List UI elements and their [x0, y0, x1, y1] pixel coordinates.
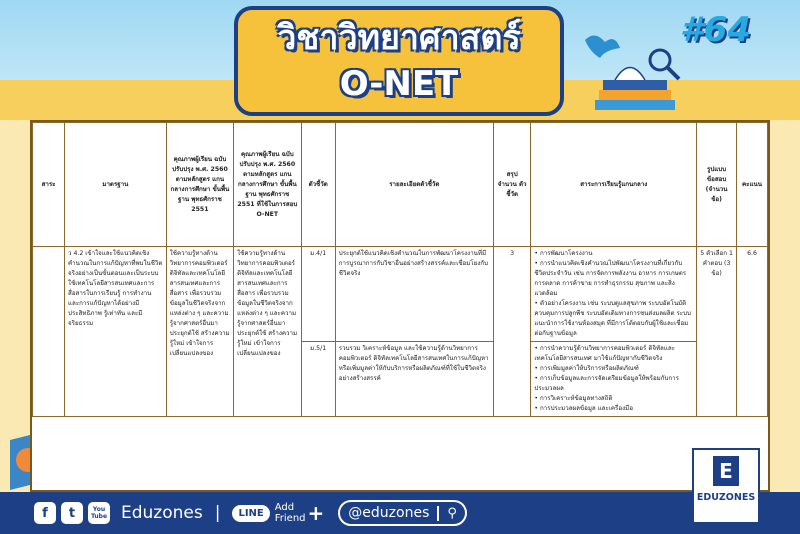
title-banner [234, 6, 564, 116]
header-cell: ตัวชี้วัด [301, 123, 335, 247]
quality-onet-cell: ใช้ความรู้ทางด้านวิทยาการคอมพิวเตอร์ ดิจิทัลและเทคโนโลยีสารสนเทศและการสื่อสาร เพื่อรวบรวมข้อมูลในชีวิตจริงจากแหล่งต่าง ๆ และความรู้จากศาสตร์อื่นมาประยุกต์ใช้ สร้างความรู้ใหม่ เข้าใจการเปลี่ยนแปลงของ [234, 247, 301, 417]
title-subject: วิชาวิทยาศาสตร์ [277, 18, 521, 58]
header-cell: คุณภาพผู้เรียน ฉบับปรับปรุง พ.ศ. 2560 ตามหลักสูตร แกนกลางการศึกษา ขั้นพื้นฐาน พุทธศักราช 2551 [166, 123, 233, 247]
social-footer [0, 492, 800, 534]
eduzones-logo [692, 448, 760, 524]
standard-cell: ว 4.2 เข้าใจและใช้แนวคิดเชิงคำนวณในการแก้ปัญหาที่พบในชีวิตจริงอย่างเป็นขั้นตอนและเป็นระบบ ใช้เทคโนโลยีสารสนเทศและการสื่อสารในการเรียนรู้ การทำงาน และการแก้ปัญหาได้อย่างมีประสิทธิภาพ รู้เท่าทัน และมีจริยธรรม [65, 247, 167, 417]
exam-format-cell: 5 ตัวเลือก 1 คำตอบ (3 ข้อ) [697, 247, 737, 417]
youtube-icon[interactable]: You Tube [88, 502, 110, 524]
core-content-list [534, 344, 693, 414]
logo-name: EDUZONES [696, 492, 756, 503]
logo-mark: E [713, 456, 739, 486]
indicator-detail-cell: ประยุกต์ใช้แนวคิดเชิงคำนวณในการพัฒนาโครงงานที่มีการบูรณาการกับวิชาอื่นอย่างสร้างสรรค์และเชื่อมโยงกับชีวิตจริง [335, 247, 493, 342]
header-cell: รายละเอียดตัวชี้วัด [335, 123, 493, 247]
indicator-cell: ม.4/1 [301, 247, 335, 342]
footer-separator: | [214, 503, 221, 523]
brand-name: Eduzones [121, 503, 203, 523]
list-item: • การวิเคราะห์ข้อมูลทางสถิติ [534, 394, 693, 404]
line-handle: @eduzones [348, 505, 430, 521]
facebook-icon[interactable]: f [34, 502, 56, 524]
books-illustration-icon [575, 30, 695, 120]
twitter-icon[interactable]: t [61, 502, 83, 524]
header-cell: คะแนน [736, 123, 767, 247]
list-item: • ตัวอย่างโครงงาน เช่น ระบบดูแลสุขภาพ ระบบอัตโนมัติควบคุมการปลูกพืช ระบบอัตเดิมทางการชนส่งมลผลิต ระบบแนะนำการใช้งานห้องสมุด ที่มีการโต้ตอบกับผู้ใช้และเชื่อมต่อกับฐานข้อมูล [534, 299, 693, 339]
header-cell: สรุป จำนวน ตัวชี้วัด [493, 123, 531, 247]
score-cell: 6.6 [736, 247, 767, 417]
list-item: • การนำความรู้ด้านวิทยาการคอมพิวเตอร์ ดิจิทัลและเทคโนโลยีสารสนเทศ มาใช้แก้ปัญหากับชีวิตจริง [534, 344, 693, 364]
table-header-row [33, 123, 768, 247]
indicator-count-cell: 3 [493, 247, 531, 417]
header-cell: สาระการเรียนรู้แกนกลาง [531, 123, 697, 247]
quality-cell: ใช้ความรู้ทางด้านวิทยาการคอมพิวเตอร์ ดิจิทัลและเทคโนโลยีสารสนเทศและการสื่อสาร เพื่อรวบรวมข้อมูลในชีวิตจริงจากแหล่งต่าง ๆ และความรู้จากศาสตร์อื่นมาประยุกต์ใช้ สร้างความรู้ใหม่ เข้าใจการเปลี่ยนแปลงของ [166, 247, 233, 417]
indicator-cell: ม.5/1 [301, 342, 335, 417]
indicator-detail-cell: รวบรวม วิเคราะห์ข้อมูล และใช้ความรู้ด้านวิทยาการคอมพิวเตอร์ ดิจิทัลเทคโนโลยีสารสนเทศในการแก้ปัญหาหรือเพิ่มมูลค่าให้กับบริการหรือผลิตภัณฑ์ที่ใช้ในชีวิตจริงอย่างสร้างสรรค์ [335, 342, 493, 417]
core-content-cell [531, 247, 697, 342]
list-item: • การเพิ่มมูลค่าให้บริการหรือผลิตภัณฑ์ [534, 364, 693, 374]
add-friend-label[interactable] [275, 502, 306, 524]
list-item: • การพัฒนาโครงงาน [534, 249, 693, 259]
core-content-cell [531, 342, 697, 417]
search-icon: ⚲ [437, 506, 457, 521]
add-friend-line1: Add [274, 502, 295, 513]
header-cell: สาระ [33, 123, 65, 247]
line-icon[interactable]: LINE [232, 505, 269, 522]
episode-number: #64 [680, 10, 751, 50]
add-friend-line2: Friend [274, 513, 306, 524]
exam-blueprint-table [32, 122, 768, 417]
header-cell: คุณภาพผู้เรียน ฉบับปรับปรุง พ.ศ. 2560 ตามหลักสูตร แกนกลางการศึกษา ขั้นพื้นฐาน พุทธศักราช 2551 ที่ใช้ในการสอบ O-NET [234, 123, 301, 247]
line-id-search[interactable] [338, 500, 467, 526]
list-item: • การนำแนวคิดเชิงคำนวณไปพัฒนาโครงงานที่เกี่ยวกับชีวิตประจำวัน เช่น การจัดการพลังงาน อาหาร การเกษตร การตลาด การค้าขาย การทำธุรกรรม สุขภาพ และสิ่งแวดล้อม [534, 259, 693, 299]
title-exam: O-NET [339, 64, 459, 104]
add-user-icon: + [307, 501, 325, 525]
list-item: • การเก็บข้อมูลและการจัดเตรียมข้อมูลให้พร้อมกับการประมวลผล [534, 374, 693, 394]
list-item: • การประมวลผลข้อมูล และเครื่องมือ [534, 404, 693, 414]
core-content-list [534, 249, 693, 339]
exam-blueprint-table-page [30, 120, 770, 492]
header-cell: มาตรฐาน [65, 123, 167, 247]
strand-cell [33, 247, 65, 417]
table-row [33, 247, 768, 342]
header-cell: รูปแบบ ข้อสอบ (จำนวน ข้อ) [697, 123, 737, 247]
